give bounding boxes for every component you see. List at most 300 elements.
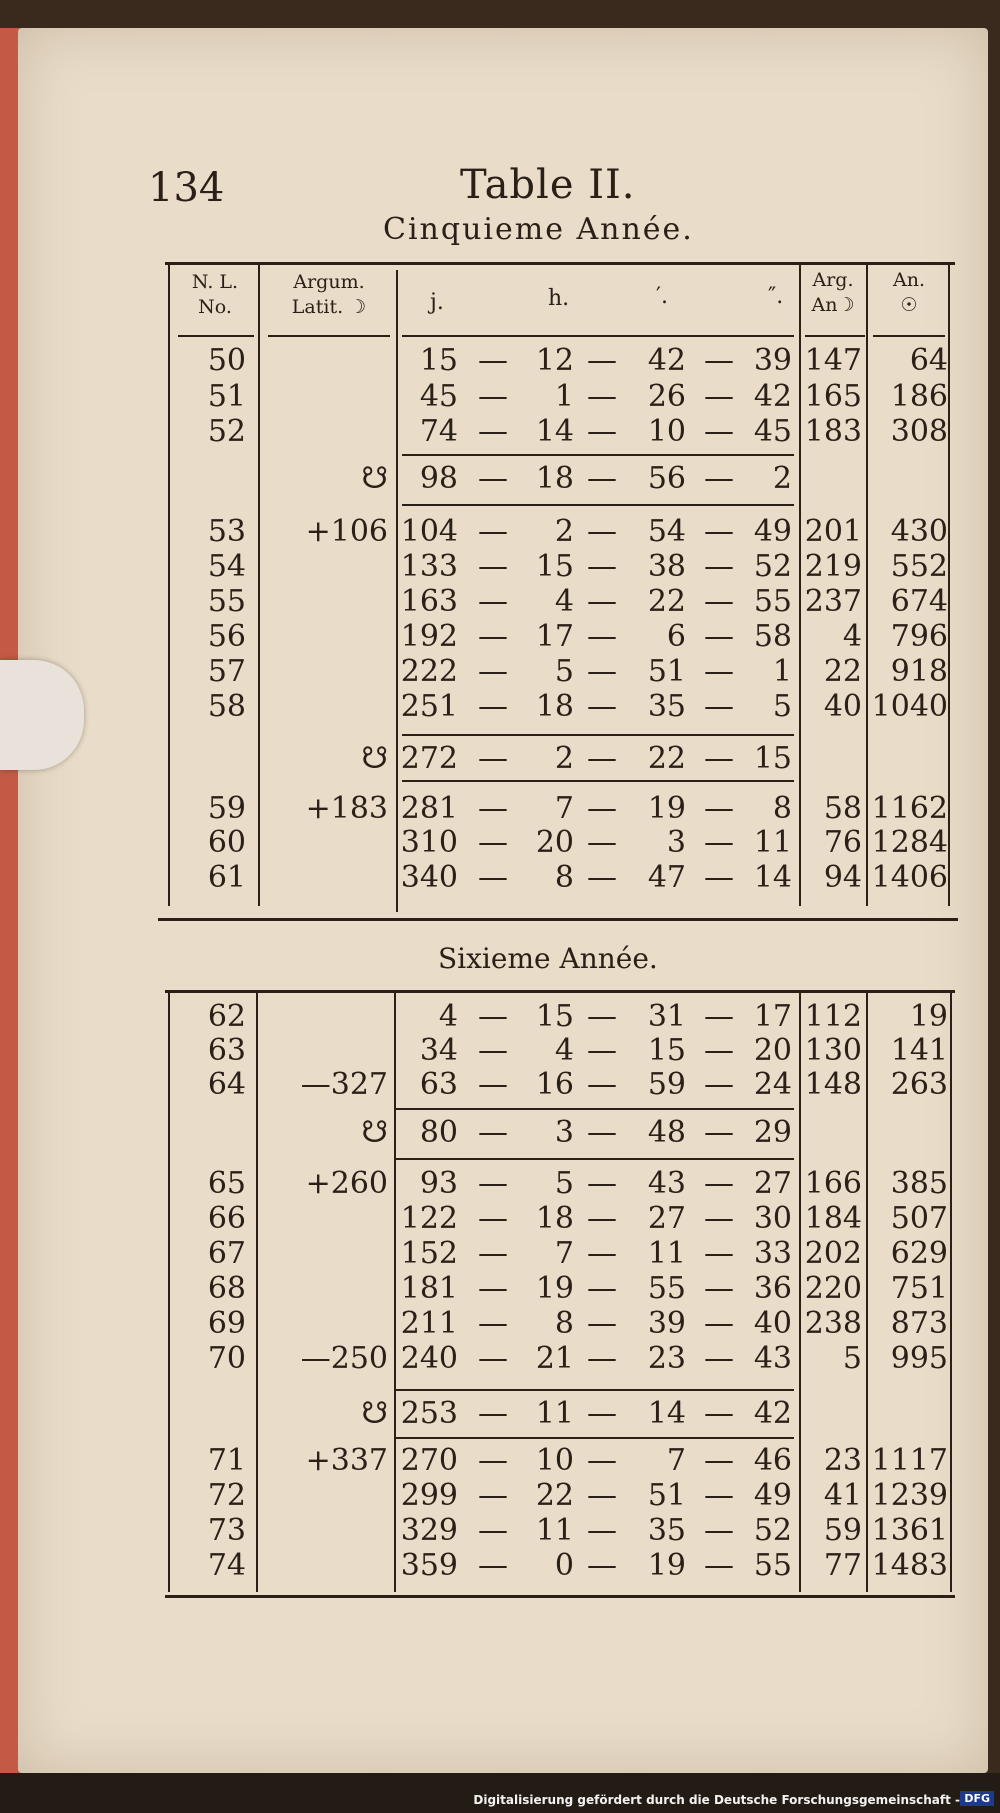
node-row-rule xyxy=(396,1108,794,1110)
cell-argan: 219 xyxy=(804,549,862,584)
cell-nl: 55 xyxy=(207,584,246,619)
cell-ansun: 751 xyxy=(890,1271,948,1306)
dash-separator: — xyxy=(704,689,734,724)
cell-s: 58 xyxy=(753,619,792,654)
dfg-logo: DFG xyxy=(960,1791,994,1806)
header-underline xyxy=(402,335,794,337)
cell-ansun: 308 xyxy=(890,414,948,449)
dash-separator: — xyxy=(704,1201,734,1236)
dash-separator: — xyxy=(587,379,617,414)
cell-argan: 183 xyxy=(804,414,862,449)
dash-separator: — xyxy=(587,860,617,895)
table-row xyxy=(0,1202,1000,1236)
cell-s: 36 xyxy=(753,1271,792,1306)
cell-ansun: 873 xyxy=(890,1306,948,1341)
cell-nl: 57 xyxy=(207,654,246,689)
cell-nl: 61 xyxy=(207,860,246,895)
table-row xyxy=(0,690,1000,724)
cell-m: 54 xyxy=(647,514,686,549)
dash-separator: — xyxy=(704,549,734,584)
dash-separator: — xyxy=(478,1236,508,1271)
table-row xyxy=(0,1068,1000,1102)
table-row xyxy=(0,585,1000,619)
cell-h: 10 xyxy=(535,1443,574,1478)
cell-argan: 220 xyxy=(804,1271,862,1306)
cell-s: 42 xyxy=(753,379,792,414)
dash-separator: — xyxy=(587,1513,617,1548)
dash-separator: — xyxy=(704,1166,734,1201)
header-seconds: ″. xyxy=(768,284,784,309)
dash-separator: — xyxy=(704,1271,734,1306)
cell-h: 14 xyxy=(535,414,574,449)
header-argum-line2: Latit. ☽ xyxy=(291,296,367,318)
cell-s: 29 xyxy=(753,1115,792,1150)
cell-h: 7 xyxy=(554,1236,574,1271)
cell-m: 10 xyxy=(647,414,686,449)
dash-separator: — xyxy=(587,461,617,496)
cell-s: 30 xyxy=(753,1201,792,1236)
cell-h: 17 xyxy=(535,619,574,654)
cell-m: 19 xyxy=(647,791,686,826)
cell-s: 46 xyxy=(753,1443,792,1478)
cell-nl: 62 xyxy=(207,999,246,1034)
cell-j: 152 xyxy=(400,1236,458,1271)
dash-separator: — xyxy=(704,1478,734,1513)
dash-separator: — xyxy=(587,343,617,378)
cell-s: 11 xyxy=(753,825,792,860)
cell-argan: 94 xyxy=(823,860,862,895)
cell-ansun: 430 xyxy=(890,514,948,549)
dash-separator: — xyxy=(478,379,508,414)
table-row xyxy=(0,792,1000,826)
cell-s: 33 xyxy=(753,1236,792,1271)
header-arg-an-line1: Arg. xyxy=(812,269,854,291)
header-days: j. xyxy=(430,290,444,315)
cell-s: 42 xyxy=(753,1396,792,1431)
cell-m: 22 xyxy=(647,584,686,619)
cell-j: 340 xyxy=(400,860,458,895)
dash-separator: — xyxy=(478,343,508,378)
table-row xyxy=(0,1272,1000,1306)
dash-separator: — xyxy=(587,1443,617,1478)
cell-m: 14 xyxy=(647,1396,686,1431)
cell-j: 34 xyxy=(419,1033,458,1068)
table-row xyxy=(0,462,1000,496)
dash-separator: — xyxy=(704,1236,734,1271)
dash-separator: — xyxy=(704,791,734,826)
cell-nl: 52 xyxy=(207,414,246,449)
cell-ansun: 796 xyxy=(890,619,948,654)
dash-separator: — xyxy=(587,1396,617,1431)
cell-s: 8 xyxy=(772,791,792,826)
cell-argan: 5 xyxy=(842,1341,862,1376)
dash-separator: — xyxy=(478,414,508,449)
cell-m: 6 xyxy=(666,619,686,654)
dash-separator: — xyxy=(587,1306,617,1341)
cell-s: 49 xyxy=(753,514,792,549)
cell-h: 21 xyxy=(535,1341,574,1376)
cell-m: 47 xyxy=(647,860,686,895)
cell-j: 211 xyxy=(400,1306,458,1341)
cell-argan: 202 xyxy=(804,1236,862,1271)
header-an-sun-line2: ☉ xyxy=(900,294,918,316)
dash-separator: — xyxy=(478,1396,508,1431)
cell-nl: 56 xyxy=(207,619,246,654)
cell-arg: ☋ xyxy=(361,461,388,496)
table-row xyxy=(0,620,1000,654)
dash-separator: — xyxy=(704,741,734,776)
cell-h: 11 xyxy=(535,1396,574,1431)
cell-ansun: 1239 xyxy=(871,1478,948,1513)
cell-arg: —327 xyxy=(300,1067,388,1102)
cell-j: 310 xyxy=(400,825,458,860)
cell-argan: 165 xyxy=(804,379,862,414)
dash-separator: — xyxy=(704,1067,734,1102)
cell-s: 2 xyxy=(772,461,792,496)
cell-ansun: 263 xyxy=(890,1067,948,1102)
cell-j: 222 xyxy=(400,654,458,689)
dash-separator: — xyxy=(587,619,617,654)
cell-argan: 58 xyxy=(823,791,862,826)
cell-arg: ☋ xyxy=(361,1396,388,1431)
cell-m: 31 xyxy=(647,999,686,1034)
dash-separator: — xyxy=(587,1341,617,1376)
cell-h: 3 xyxy=(554,1115,574,1150)
dash-separator: — xyxy=(478,1341,508,1376)
cell-argan: 148 xyxy=(804,1067,862,1102)
dash-separator: — xyxy=(587,689,617,724)
table-row xyxy=(0,1167,1000,1201)
cell-nl: 64 xyxy=(207,1067,246,1102)
dash-separator: — xyxy=(478,1067,508,1102)
dash-separator: — xyxy=(478,1166,508,1201)
dash-separator: — xyxy=(478,514,508,549)
cell-arg: +337 xyxy=(305,1443,388,1478)
dash-separator: — xyxy=(587,1166,617,1201)
cell-ansun: 629 xyxy=(890,1236,948,1271)
cell-m: 48 xyxy=(647,1115,686,1150)
cell-argan: 40 xyxy=(823,689,862,724)
dash-separator: — xyxy=(478,791,508,826)
cell-nl: 60 xyxy=(207,825,246,860)
header-underline xyxy=(805,335,865,337)
cell-m: 15 xyxy=(647,1033,686,1068)
dash-separator: — xyxy=(478,860,508,895)
dash-separator: — xyxy=(587,514,617,549)
dash-separator: — xyxy=(704,1033,734,1068)
header-argum-line1: Argum. xyxy=(293,271,365,293)
cell-j: 181 xyxy=(400,1271,458,1306)
dash-separator: — xyxy=(704,860,734,895)
dash-separator: — xyxy=(704,1115,734,1150)
table-row xyxy=(0,861,1000,895)
cell-s: 52 xyxy=(753,1513,792,1548)
dash-separator: — xyxy=(478,741,508,776)
dash-separator: — xyxy=(704,379,734,414)
table-row xyxy=(0,415,1000,449)
dash-separator: — xyxy=(587,1115,617,1150)
dash-separator: — xyxy=(478,461,508,496)
cell-m: 51 xyxy=(647,654,686,689)
cell-s: 39 xyxy=(753,343,792,378)
cell-j: 98 xyxy=(419,461,458,496)
cell-arg: +183 xyxy=(305,791,388,826)
dash-separator: — xyxy=(704,1443,734,1478)
cell-m: 7 xyxy=(666,1443,686,1478)
cell-arg: +260 xyxy=(305,1166,388,1201)
cell-nl: 53 xyxy=(207,514,246,549)
cell-m: 43 xyxy=(647,1166,686,1201)
cell-h: 2 xyxy=(554,741,574,776)
cell-m: 35 xyxy=(647,1513,686,1548)
cell-m: 38 xyxy=(647,549,686,584)
dash-separator: — xyxy=(587,1033,617,1068)
cell-s: 1 xyxy=(772,654,792,689)
cell-nl: 72 xyxy=(207,1478,246,1513)
cell-m: 56 xyxy=(647,461,686,496)
cell-h: 12 xyxy=(535,343,574,378)
table-row xyxy=(0,1000,1000,1034)
cell-argan: 22 xyxy=(823,654,862,689)
dash-separator: — xyxy=(478,1033,508,1068)
section-title: Cinquieme Année. xyxy=(383,212,694,247)
cell-s: 49 xyxy=(753,1478,792,1513)
table-row xyxy=(0,550,1000,584)
cell-m: 23 xyxy=(647,1341,686,1376)
table-row xyxy=(0,1514,1000,1548)
cell-m: 11 xyxy=(647,1236,686,1271)
header-underline xyxy=(873,335,945,337)
cell-argan: 59 xyxy=(823,1513,862,1548)
section-top-rule xyxy=(165,990,955,993)
node-row-rule xyxy=(396,1437,794,1439)
cell-s: 40 xyxy=(753,1306,792,1341)
cell-ansun: 918 xyxy=(890,654,948,689)
cell-h: 22 xyxy=(535,1478,574,1513)
cell-j: 299 xyxy=(400,1478,458,1513)
dash-separator: — xyxy=(478,689,508,724)
cell-h: 18 xyxy=(535,1201,574,1236)
cell-h: 4 xyxy=(554,1033,574,1068)
cell-j: 281 xyxy=(400,791,458,826)
cell-ansun: 186 xyxy=(890,379,948,414)
table-row xyxy=(0,344,1000,378)
header-nl-line2: No. xyxy=(198,296,232,318)
table-row xyxy=(0,1444,1000,1478)
cell-argan: 147 xyxy=(804,343,862,378)
cell-h: 0 xyxy=(554,1548,574,1583)
dash-separator: — xyxy=(704,1396,734,1431)
cell-h: 7 xyxy=(554,791,574,826)
cell-ansun: 1406 xyxy=(871,860,948,895)
node-row-rule xyxy=(402,454,794,456)
cell-j: 122 xyxy=(400,1201,458,1236)
cell-m: 42 xyxy=(647,343,686,378)
cell-m: 35 xyxy=(647,689,686,724)
cell-s: 43 xyxy=(753,1341,792,1376)
dash-separator: — xyxy=(704,1341,734,1376)
dash-separator: — xyxy=(478,1115,508,1150)
header-an-sun-line1: An. xyxy=(893,269,925,291)
cell-s: 14 xyxy=(753,860,792,895)
dash-separator: — xyxy=(587,1478,617,1513)
dash-separator: — xyxy=(478,1271,508,1306)
cell-argan: 201 xyxy=(804,514,862,549)
table-row xyxy=(0,1479,1000,1513)
cell-ansun: 1284 xyxy=(871,825,948,860)
dash-separator: — xyxy=(704,654,734,689)
cell-ansun: 1117 xyxy=(871,1443,948,1478)
section-title: Sixieme Année. xyxy=(438,942,658,975)
cell-arg: ☋ xyxy=(361,741,388,776)
cell-argan: 41 xyxy=(823,1478,862,1513)
dash-separator: — xyxy=(587,741,617,776)
cell-m: 39 xyxy=(647,1306,686,1341)
cell-argan: 184 xyxy=(804,1201,862,1236)
dash-separator: — xyxy=(478,1443,508,1478)
dash-separator: — xyxy=(704,461,734,496)
dash-separator: — xyxy=(587,1271,617,1306)
cell-j: 163 xyxy=(400,584,458,619)
cell-s: 27 xyxy=(753,1166,792,1201)
header-hours: h. xyxy=(548,286,570,311)
cell-nl: 59 xyxy=(207,791,246,826)
cell-nl: 74 xyxy=(207,1548,246,1583)
dash-separator: — xyxy=(587,999,617,1034)
cell-h: 4 xyxy=(554,584,574,619)
cell-h: 15 xyxy=(535,999,574,1034)
header-arg-an-line2: An☽ xyxy=(811,294,855,316)
cell-h: 20 xyxy=(535,825,574,860)
dash-separator: — xyxy=(704,414,734,449)
dash-separator: — xyxy=(587,1067,617,1102)
cell-ansun: 995 xyxy=(890,1341,948,1376)
header-argum xyxy=(266,270,392,320)
node-row-rule xyxy=(402,504,794,506)
cell-argan: 130 xyxy=(804,1033,862,1068)
dash-separator: — xyxy=(704,619,734,654)
cell-argan: 166 xyxy=(804,1166,862,1201)
cell-h: 19 xyxy=(535,1271,574,1306)
header-nl xyxy=(172,270,258,320)
cell-j: 93 xyxy=(419,1166,458,1201)
cell-m: 51 xyxy=(647,1478,686,1513)
dash-separator: — xyxy=(478,1548,508,1583)
cell-j: 240 xyxy=(400,1341,458,1376)
table-row xyxy=(0,1116,1000,1150)
cell-s: 52 xyxy=(753,549,792,584)
dash-separator: — xyxy=(587,414,617,449)
cell-s: 5 xyxy=(772,689,792,724)
table-row xyxy=(0,1237,1000,1271)
dash-separator: — xyxy=(587,654,617,689)
cell-ansun: 552 xyxy=(890,549,948,584)
dash-separator: — xyxy=(478,1513,508,1548)
cell-m: 27 xyxy=(647,1201,686,1236)
cell-j: 133 xyxy=(400,549,458,584)
dash-separator: — xyxy=(587,549,617,584)
cell-ansun: 1483 xyxy=(871,1548,948,1583)
cell-nl: 65 xyxy=(207,1166,246,1201)
cell-h: 15 xyxy=(535,549,574,584)
node-row-rule xyxy=(396,1389,794,1391)
cell-h: 5 xyxy=(554,654,574,689)
cell-s: 55 xyxy=(753,584,792,619)
cell-j: 329 xyxy=(400,1513,458,1548)
table-title: Table II. xyxy=(460,162,636,208)
cell-h: 11 xyxy=(535,1513,574,1548)
cell-j: 45 xyxy=(419,379,458,414)
cell-nl: 58 xyxy=(207,689,246,724)
cell-nl: 51 xyxy=(207,379,246,414)
dash-separator: — xyxy=(587,584,617,619)
header-an-sun xyxy=(870,268,948,318)
cell-arg: +106 xyxy=(305,514,388,549)
cell-ansun: 1162 xyxy=(871,791,948,826)
page-number: 134 xyxy=(148,165,225,211)
digitization-credit: Digitalisierung gefördert durch die Deutsche Forschungsgemeinschaft - xyxy=(473,1793,960,1807)
cell-h: 2 xyxy=(554,514,574,549)
table-row xyxy=(0,380,1000,414)
cell-argan: 237 xyxy=(804,584,862,619)
cell-s: 24 xyxy=(753,1067,792,1102)
header-underline xyxy=(178,335,254,337)
cell-argan: 112 xyxy=(804,999,862,1034)
dash-separator: — xyxy=(478,1201,508,1236)
cell-j: 4 xyxy=(438,999,458,1034)
cell-h: 8 xyxy=(554,1306,574,1341)
cell-nl: 70 xyxy=(207,1341,246,1376)
cell-j: 251 xyxy=(400,689,458,724)
cell-m: 3 xyxy=(666,825,686,860)
node-row-rule xyxy=(396,1158,794,1160)
table-row xyxy=(0,655,1000,689)
dash-separator: — xyxy=(704,1306,734,1341)
cell-j: 80 xyxy=(419,1115,458,1150)
cell-m: 22 xyxy=(647,741,686,776)
dash-separator: — xyxy=(704,999,734,1034)
cell-ansun: 385 xyxy=(890,1166,948,1201)
cell-h: 18 xyxy=(535,461,574,496)
dash-separator: — xyxy=(478,1478,508,1513)
cell-nl: 73 xyxy=(207,1513,246,1548)
cell-nl: 69 xyxy=(207,1306,246,1341)
cell-ansun: 141 xyxy=(890,1033,948,1068)
dash-separator: — xyxy=(478,654,508,689)
cell-argan: 23 xyxy=(823,1443,862,1478)
cell-ansun: 1040 xyxy=(871,689,948,724)
dash-separator: — xyxy=(704,825,734,860)
cell-m: 59 xyxy=(647,1067,686,1102)
cell-m: 19 xyxy=(647,1548,686,1583)
dash-separator: — xyxy=(478,1306,508,1341)
dash-separator: — xyxy=(704,343,734,378)
cell-m: 55 xyxy=(647,1271,686,1306)
cell-s: 20 xyxy=(753,1033,792,1068)
table-row xyxy=(0,742,1000,776)
cell-argan: 77 xyxy=(823,1548,862,1583)
table-top-rule xyxy=(165,262,955,265)
table-row xyxy=(0,1397,1000,1431)
cell-ansun: 674 xyxy=(890,584,948,619)
cell-s: 17 xyxy=(753,999,792,1034)
cell-nl: 63 xyxy=(207,1033,246,1068)
dash-separator: — xyxy=(704,514,734,549)
dash-separator: — xyxy=(704,584,734,619)
cell-nl: 66 xyxy=(207,1201,246,1236)
dash-separator: — xyxy=(478,825,508,860)
cell-arg: —250 xyxy=(300,1341,388,1376)
